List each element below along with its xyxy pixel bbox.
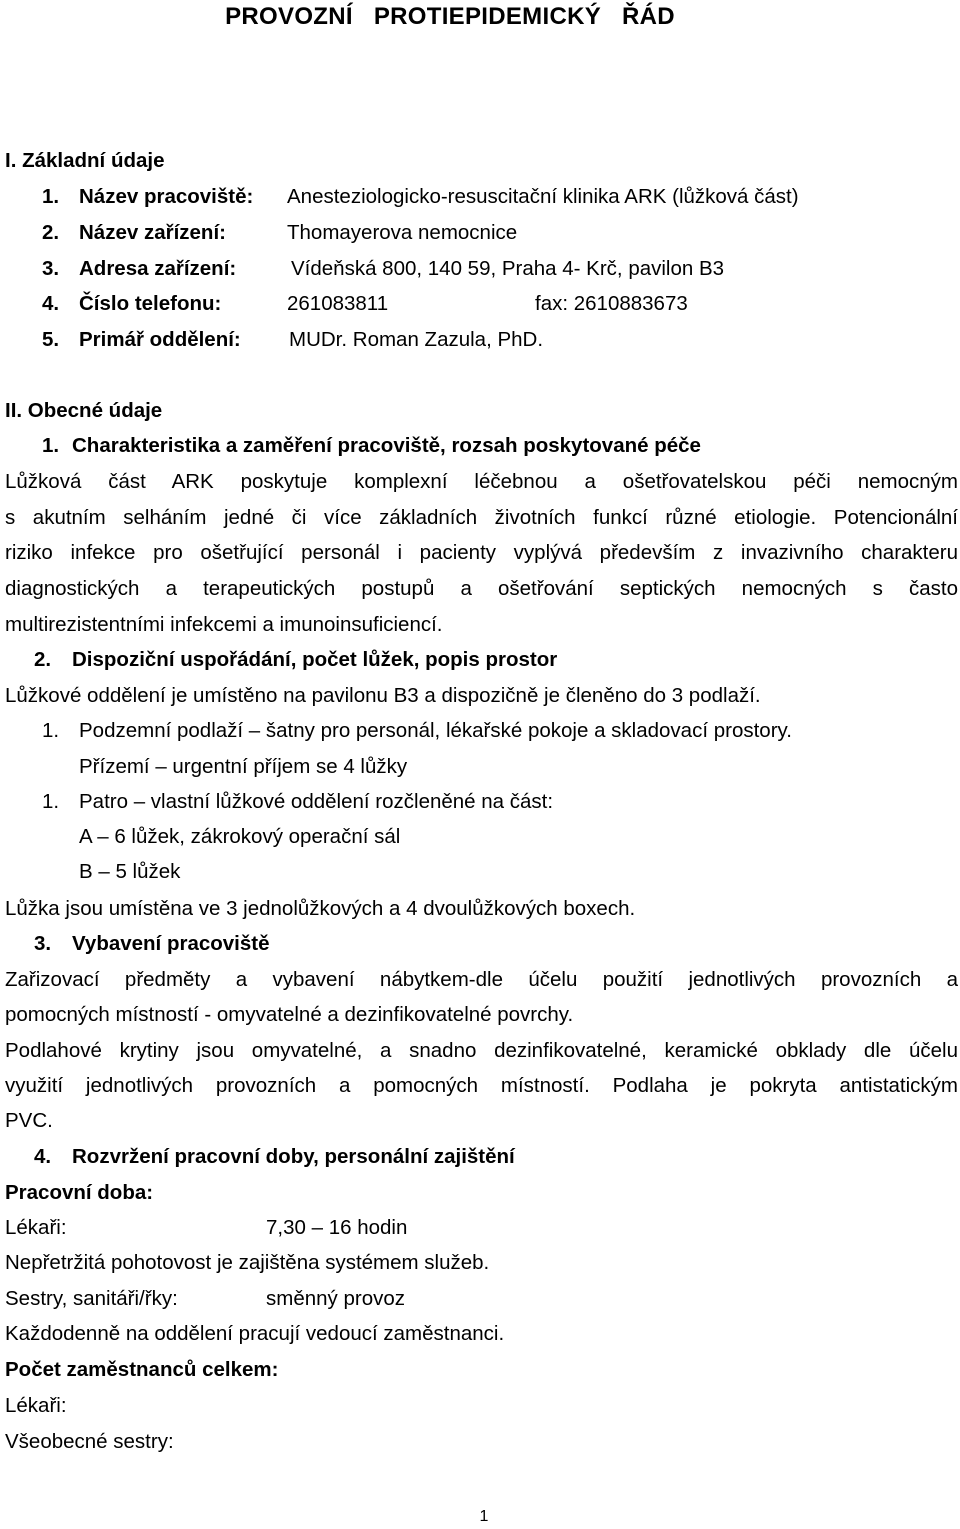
staff-nurses-label: Všeobecné sestry: <box>5 1430 174 1453</box>
paragraph-line: Zařizovací předměty a vybavení nábytkem-dle účelu použití jednotlivých provozních a <box>5 968 958 991</box>
work-time-heading: Pracovní doba: <box>5 1181 154 1204</box>
page-number: 1 <box>479 1508 489 1525</box>
list-number: 1. <box>42 790 60 813</box>
list-text: A – 6 lůžek, zákrokový operační sál <box>79 825 401 848</box>
item-value: MUDr. Roman Zazula, PhD. <box>289 328 544 351</box>
item-label: Adresa zařízení: <box>79 257 237 280</box>
subsection-title: Dispoziční uspořádání, počet lůžek, popis prostor <box>72 648 558 671</box>
list-number: 1. <box>42 719 60 742</box>
paragraph-line: využití jednotlivých provozních a pomocných místností. Podlaha je pokryta antistatickým <box>5 1074 958 1097</box>
subsection-title: Vybavení pracoviště <box>72 932 270 955</box>
paragraph-line: Lůžkové oddělení je umístěno na pavilonu B3 a dispozičně je členěno do 3 podlaží. <box>5 684 761 707</box>
section-2-heading: II. Obecné údaje <box>5 399 163 422</box>
paragraph-line: s akutním selháním jedné či více základních životních funkcí různé etiologie. Potencionální <box>5 506 958 529</box>
nurses-value: směnný provoz <box>266 1287 406 1310</box>
list-text: Podzemní podlaží – šatny pro personál, lékařské pokoje a skladovací prostory. <box>79 719 792 742</box>
section-1-heading: I. Základní údaje <box>5 149 165 172</box>
item-value: 261083811 <box>287 292 389 315</box>
list-text: Patro – vlastní lůžkové oddělení rozčleněné na část: <box>79 790 554 813</box>
paragraph-line: Lůžka jsou umístěna ve 3 jednolůžkových a 4 dvoulůžkových boxech. <box>5 897 636 920</box>
list-text: Přízemí – urgentní příjem se 4 lůžky <box>79 755 408 778</box>
item-label: Název pracoviště: <box>79 185 254 208</box>
paragraph-line: Podlahové krytiny jsou omyvatelné, a snadno dezinfikovatelné, keramické obklady dle účelu <box>5 1039 958 1062</box>
item-number: 5. <box>42 328 60 351</box>
page-title: PROVOZNÍ PROTIEPIDEMICKÝ ŘÁD <box>225 3 675 30</box>
item-label: Primář oddělení: <box>79 328 241 351</box>
item-number: 4. <box>42 292 60 315</box>
doctors-hours: 7,30 – 16 hodin <box>266 1216 408 1239</box>
nurses-label: Sestry, sanitáři/řky: <box>5 1287 178 1310</box>
item-number: 1. <box>42 185 60 208</box>
staff-doctors-label: Lékaři: <box>5 1394 67 1417</box>
subsection-number: 3. <box>34 932 52 955</box>
paragraph-line: riziko infekce pro ošetřující personál i pacienty vyplývá především z invazivního charakteru <box>5 541 958 564</box>
paragraph-line: Lůžková část ARK poskytuje komplexní léčebnou a ošetřovatelskou péči nemocným <box>5 470 958 493</box>
daily-staff-text: Každodenně na oddělení pracují vedoucí zaměstnanci. <box>5 1322 505 1345</box>
paragraph-line: pomocných místností - omyvatelné a dezinfikovatelné povrchy. <box>5 1003 574 1026</box>
item-value: Vídeňská 800, 140 59, Praha 4- Krč, pavilon B3 <box>291 257 725 280</box>
item-label: Název zařízení: <box>79 221 226 244</box>
paragraph-line: diagnostických a terapeutických postupů a ošetřování septických nemocných s často <box>5 577 958 600</box>
item-number: 3. <box>42 257 60 280</box>
item-number: 2. <box>42 221 60 244</box>
subsection-title: Charakteristika a zaměření pracoviště, rozsah poskytované péče <box>72 434 701 457</box>
subsection-number: 2. <box>34 648 52 671</box>
paragraph-line: PVC. <box>5 1109 53 1132</box>
fax-value: fax: 2610883673 <box>535 292 688 315</box>
doctors-label: Lékaři: <box>5 1216 67 1239</box>
item-value: Anesteziologicko-resuscitační klinika ARK (lůžková část) <box>287 185 799 208</box>
paragraph-line: multirezistentními infekcemi a imunoinsuficiencí. <box>5 613 443 636</box>
subsection-number: 1. <box>42 434 60 457</box>
list-text: B – 5 lůžek <box>79 860 181 883</box>
item-label: Číslo telefonu: <box>79 292 222 315</box>
item-value: Thomayerova nemocnice <box>287 221 518 244</box>
standby-text: Nepřetržitá pohotovost je zajištěna systémem služeb. <box>5 1251 490 1274</box>
staff-count-heading: Počet zaměstnanců celkem: <box>5 1358 279 1381</box>
subsection-number: 4. <box>34 1145 52 1168</box>
subsection-title: Rozvržení pracovní doby, personální zajištění <box>72 1145 515 1168</box>
